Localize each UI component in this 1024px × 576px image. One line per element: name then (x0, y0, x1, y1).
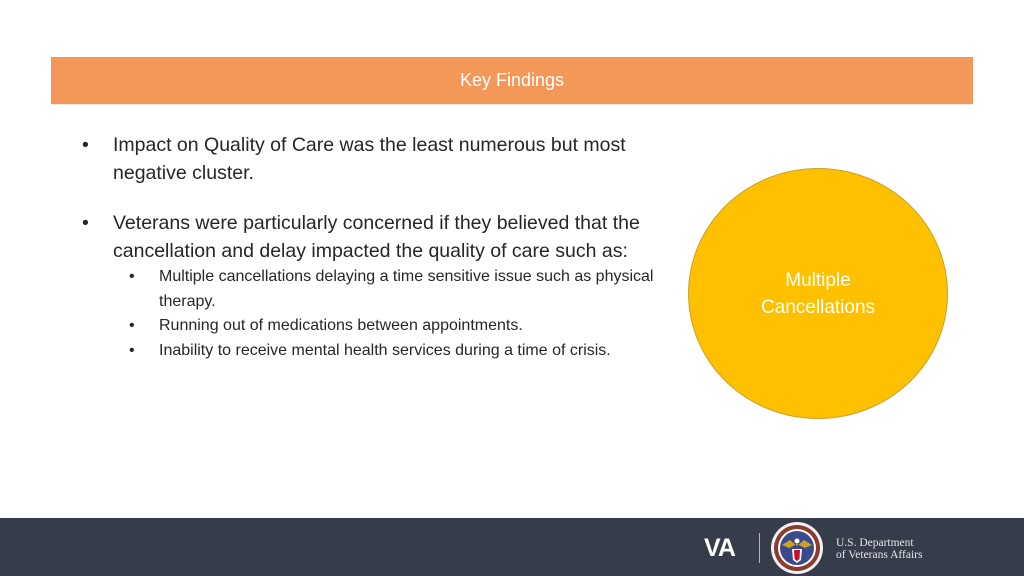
sub-bullet-text: Inability to receive mental health services during a time of crisis. (159, 341, 611, 359)
sub-bullet-text: Multiple cancellations delaying a time sensitive issue such as physical therapy. (159, 268, 654, 310)
sub-bullet-list (82, 265, 682, 363)
findings-content (82, 131, 682, 363)
footer-divider (759, 533, 760, 563)
page-title: Key Findings (459, 70, 565, 90)
bullet-item (82, 131, 682, 187)
bullet-marker: • (82, 134, 89, 156)
bullet-text: Impact on Quality of Care was the least numerous but most negative cluster. (113, 134, 626, 184)
department-line-2: of Veterans Affairs (836, 549, 923, 561)
va-logo: VA (704, 534, 735, 562)
sub-bullet-text: Running out of medications between appointments. (159, 317, 523, 334)
sub-bullet-marker: • (129, 317, 135, 334)
circle-label: Multiple Cancellations (760, 269, 876, 318)
highlight-circle (688, 168, 948, 419)
title-bar (51, 57, 973, 105)
department-line-1: U.S. Department (836, 537, 914, 549)
va-seal-icon (770, 521, 824, 575)
bullet-marker: • (82, 212, 89, 234)
bullet-text: Veterans were particularly concerned if they believed that the cancellation and delay impacted the quality of care such as: (113, 212, 640, 262)
sub-bullet-item (82, 265, 682, 314)
sub-bullet-marker: • (129, 341, 135, 359)
sub-bullet-item (82, 314, 682, 339)
bullet-item (82, 209, 682, 265)
sub-bullet-item (82, 339, 682, 364)
sub-bullet-marker: • (129, 268, 135, 285)
department-name (836, 537, 922, 561)
